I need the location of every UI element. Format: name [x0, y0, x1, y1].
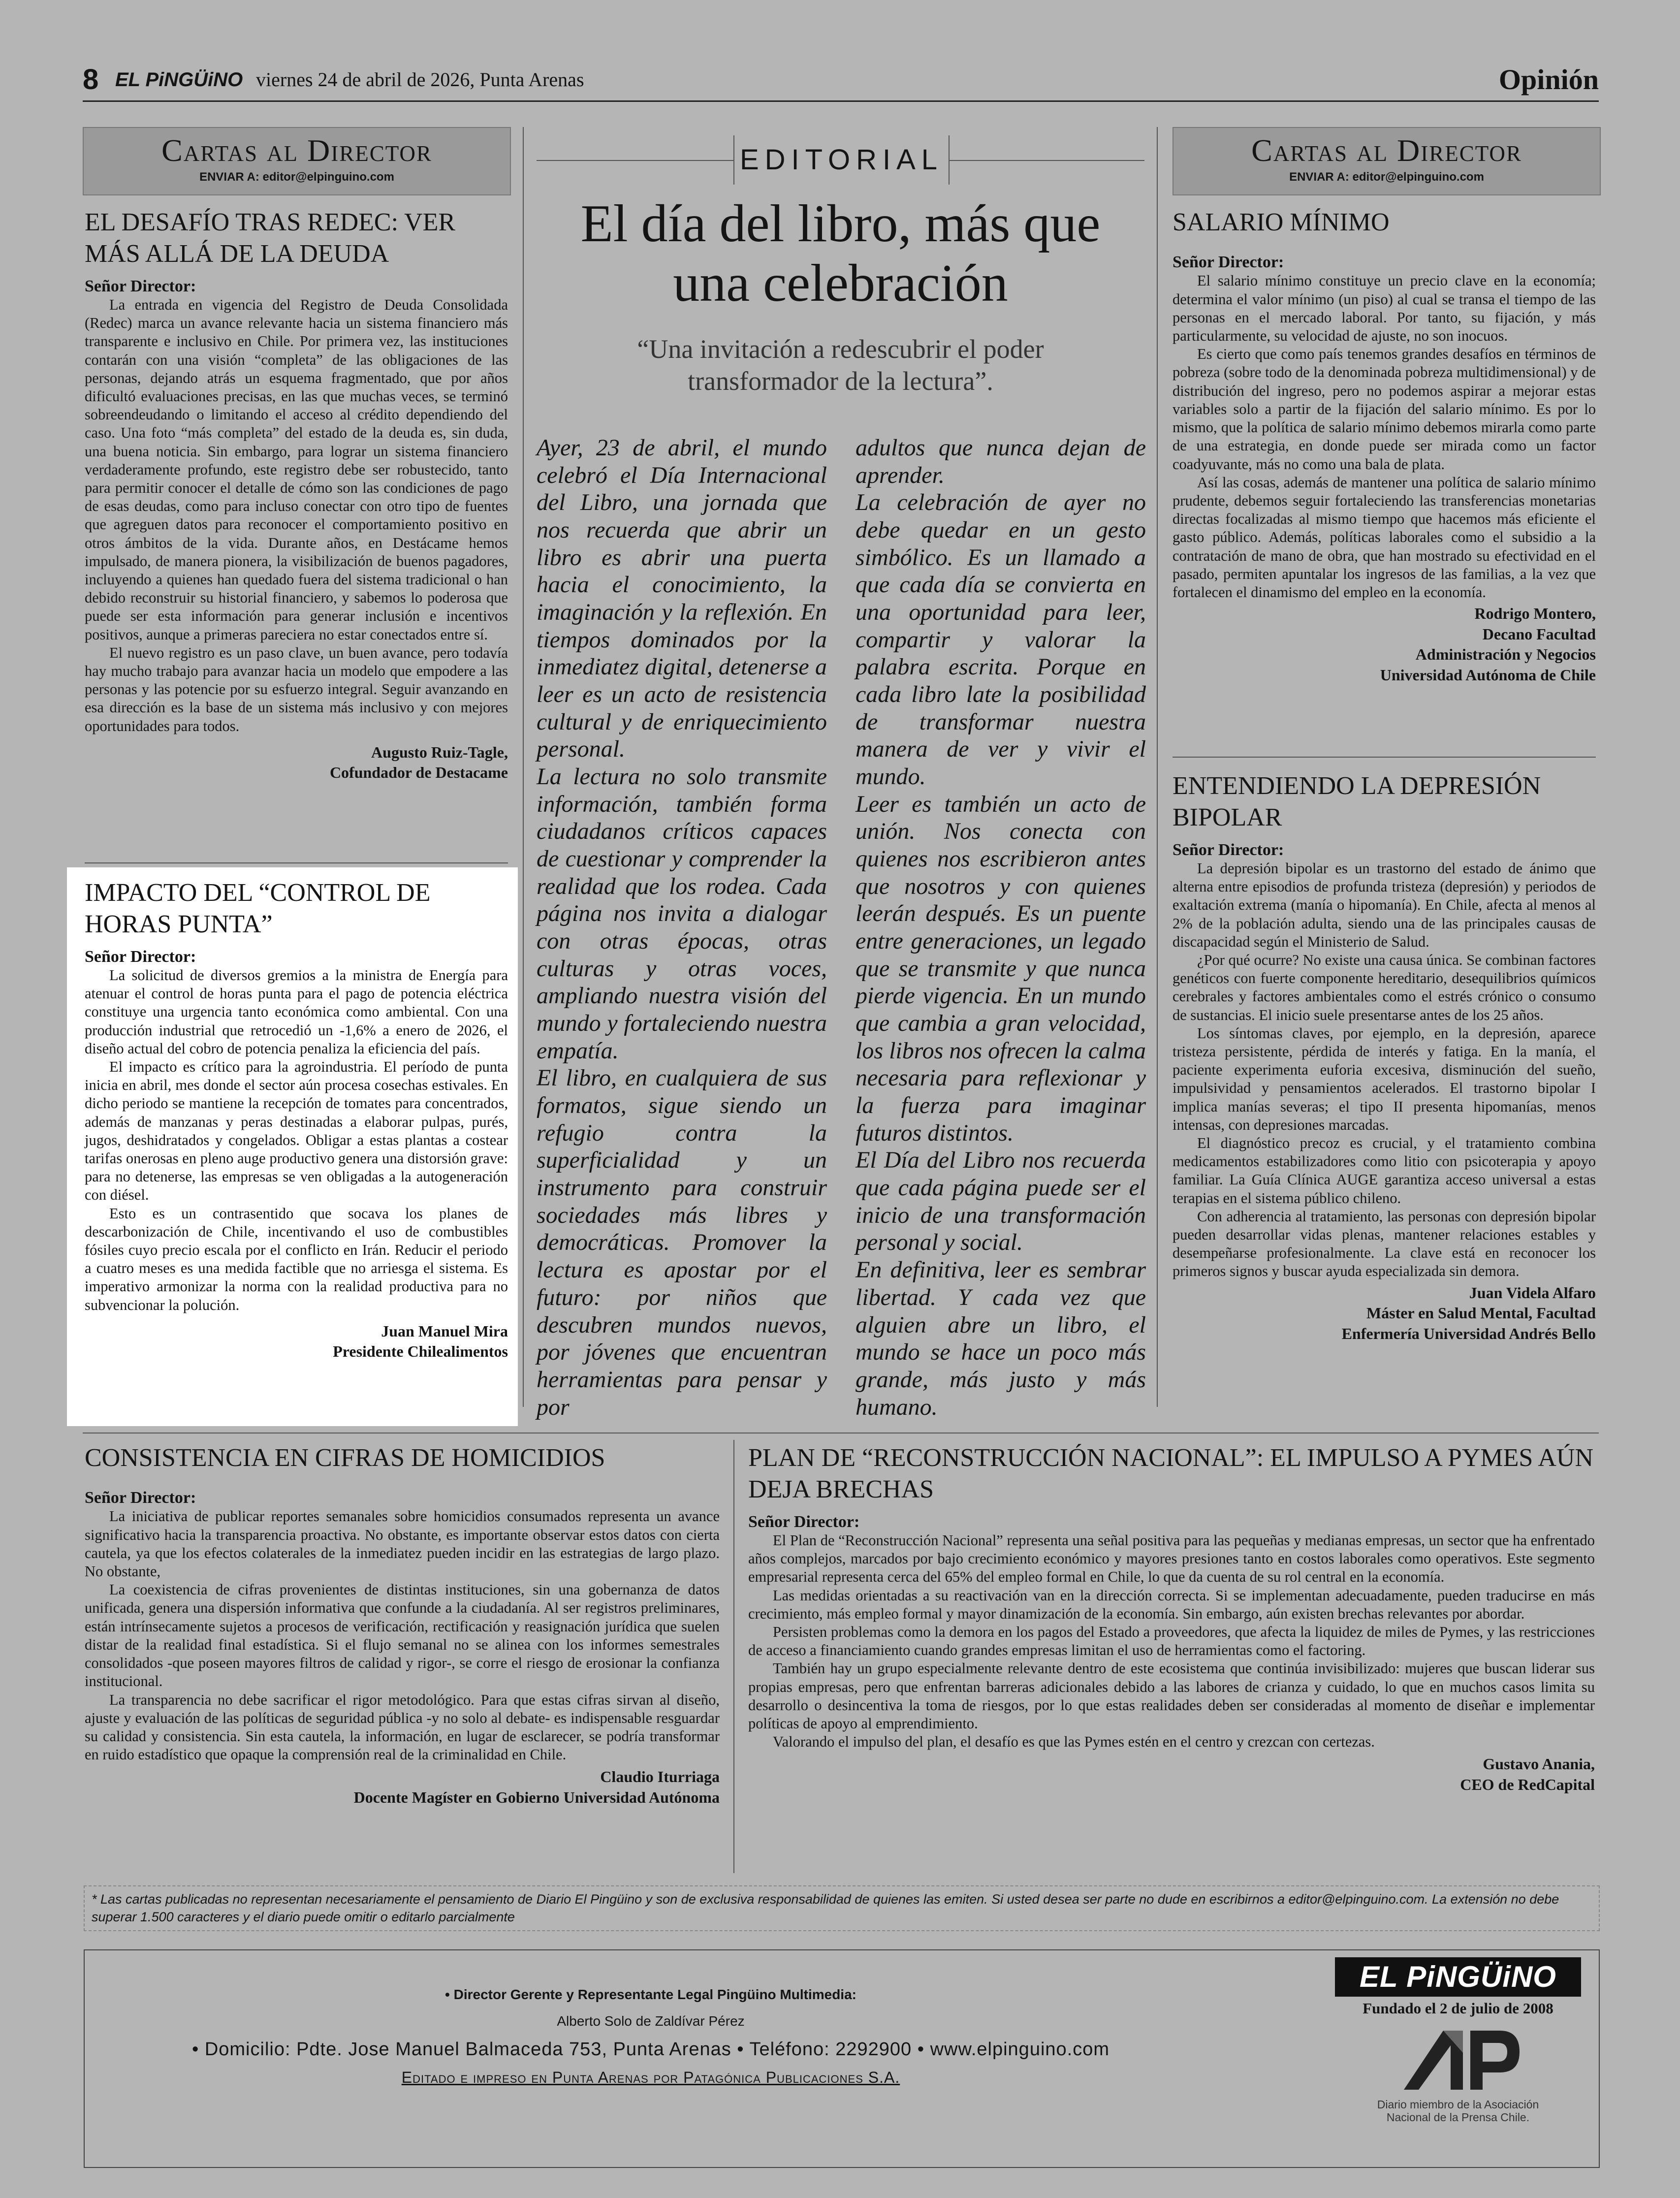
- footer-box: [84, 1949, 1600, 2168]
- paragraph: Leer es también un acto de unión. Nos conecta con quienes nos escribieron antes que nosotros y con quienes leerán después. Es un puente entre generaciones, un legado que se transmite y que nunca pierde vigencia. En un mundo que cambia a gran velocidad, los libros nos ofrecen la calma necesaria para reflexionar y la fuerza para imaginar futuros distintos.: [856, 791, 1146, 1146]
- footer-address: • Domicilio: Pdte. Jose Manuel Balmaceda 753, Punta Arenas • Teléfono: 2292900 • www.elpinguino.com: [191, 2039, 1110, 2060]
- paragraph: Persisten problemas como la demora en los pagos del Estado a proveedores, que afecta la liquidez de miles de Pymes, y las restricciones de acceso a financiamiento cuando grandes empresas limitan el uso de herramientas como el factoring.: [748, 1623, 1595, 1659]
- paragraph: También hay un grupo especialmente relevante dentro de este ecosistema que continúa invisibilizado: mujeres que buscan liderar sus propias empresas, pero que enfrentan barreras adicionales debido a las labores de crianza y cuidado, lo que en muchos casos limita su desarrollo o desincentiva la toma de riesgos, por lo que estas realidades deben ser consideradas al momento de diseñar e implementar políticas de apoyo al emprendimiento.: [748, 1660, 1595, 1732]
- paragraph: adultos que nunca dejan de aprender.: [856, 435, 1146, 488]
- letter-signature: [1173, 1283, 1596, 1344]
- letter-homicidios: [85, 1442, 720, 1808]
- letter-title: SALARIO MÍNIMO: [1173, 208, 1390, 236]
- signature-line: Enfermería Universidad Andrés Bello: [1341, 1324, 1596, 1342]
- section-name: Opinión: [1498, 64, 1599, 96]
- cartas-title: Cartas al Director: [161, 133, 432, 168]
- masthead-logo: EL PiNGÜiNO: [115, 69, 243, 91]
- disclaimer: * Las cartas publicadas no representan necesariamente el pensamiento de Diario El Pingüino y son de exclusiva responsabilidad de quienes las emiten. Si usted desea ser parte no dude en escribirnos a editor@elpinguino.com. La extensión no debe superar 1.500 caracteres y el diario puede omitir o editarlo parcialmente: [84, 1885, 1600, 1931]
- cartas-email: ENVIAR A: editor@elpinguino.com: [1289, 170, 1484, 184]
- cartas-header-right: [1173, 127, 1601, 195]
- date-place: viernes 24 de abril de 2026, Punta Arenas: [256, 68, 584, 91]
- editorial-column-2: [856, 434, 1146, 1421]
- column-rule: [1157, 127, 1158, 1407]
- paragraph: Valorando el impulso del plan, el desafío es que las Pymes estén en el centro y crezcan con certezas.: [773, 1733, 1375, 1751]
- page-header: [83, 63, 1599, 102]
- letter-title: EL DESAFÍO TRAS REDEC: VER MÁS ALLÁ DE LA DEUDA: [85, 208, 456, 268]
- letter-body: [748, 1531, 1595, 1751]
- letter-salute: Señor Director:: [1173, 840, 1284, 859]
- signature-name: Claudio Iturriaga: [600, 1768, 720, 1786]
- letter-redec: [85, 207, 508, 783]
- paragraph: Los síntomas claves, por ejemplo, en la depresión, aparece tristeza persistente, pérdida de interés y fatiga. En la manía, el paciente experimenta euforia excesiva, disminución del sueño, impulsividad y pensamientos acelerados. El trastorno bipolar I implica manías severas; el tipo II presenta hipomanías, menos intensas, con depresiones marcadas.: [1173, 1024, 1596, 1133]
- paragraph: Ayer, 23 de abril, el mundo celebró el Día Internacional del Libro, una jornada que nos recuerda que abrir un libro es abrir una puerta hacia el conocimiento, la imaginación y la reflexión. En tiempos dominados por la inmediatez digital, detenerse a leer es un acto de resistencia cultural y de enriquecimiento personal.: [537, 435, 827, 763]
- letter-signature: [85, 1321, 508, 1362]
- letter-title: CONSISTENCIA EN CIFRAS DE HOMICIDIOS: [85, 1444, 605, 1472]
- signature-line: Máster en Salud Mental, Facultad: [1366, 1304, 1596, 1322]
- signature-role: Presidente Chilealimentos: [333, 1342, 508, 1361]
- signature-name: Gustavo Anania,: [1483, 1755, 1595, 1773]
- footer-printed: Editado e impreso en Punta Arenas por Patagónica Publicaciones S.A.: [401, 2069, 900, 2086]
- signature-role: Docente Magíster en Gobierno Universidad Autónoma: [353, 1788, 720, 1806]
- letter-signature: [85, 1767, 720, 1808]
- signature-line: Rodrigo Montero,: [1474, 605, 1596, 623]
- paragraph: Así las cosas, además de mantener una política de salario mínimo prudente, debemos seguir fortaleciendo las transferencias monetarias directas focalizadas al mismo tiempo que hacemos más eficiente el gasto público. Además, políticas laborales como el subsidio a la contratación de mano de obra, que han mostrado su efectividad en el pasado, permiten apuntalar los ingresos de las familias, a la vez que fortalecen el dinamismo del empleo en la economía.: [1173, 474, 1596, 601]
- anp-text: Diario miembro de la Asociación Nacional de la Prensa Chile.: [1377, 2098, 1539, 2124]
- letter-salute: Señor Director:: [748, 1512, 860, 1531]
- paragraph: El impacto es crítico para la agroindustria. El período de punta inicia en abril, mes donde el sector aún procesa cosechas estivales. En dicho periodo se mantiene la recepción de tomates para concentrados, además de manzanas y peras destinadas a elaborar pulpas, purés, jugos, deshidratados y congelados. Obligar a estas plantas a costear tarifas onerosas en pleno auge productivo genera una distorsión grave: para no detenerse, las empresas se ven obligadas a la autogeneración con diésel.: [85, 1058, 508, 1204]
- cartas-title: Cartas al Director: [1251, 133, 1522, 168]
- paragraph: La celebración de ayer no debe quedar en un gesto simbólico. Es un llamado a que cada día se convierta en una oportunidad para leer, compartir y valorar la palabra escrita. Porque en cada libro late la posibilidad de transformar nuestra manera de ver y vivir el mundo.: [856, 489, 1146, 790]
- paragraph: El libro, en cualquiera de sus formatos, sigue siendo un refugio contra la superficialidad y un instrumento para construir sociedades más libres y democráticas. Promover la lectura es apostar por el futuro: por niños que descubren mundos nuevos, por jóvenes que encuentran herramientas para pensar y por: [537, 1065, 827, 1420]
- paragraph: Con adherencia al tratamiento, las personas con depresión bipolar pueden desarrollar vidas plenas, mantener relaciones estables y desempeñarse profesionalmente. La clave está en reconocer los primeros signos y buscar ayuda especializada sin demora.: [1173, 1208, 1596, 1280]
- signature-line: Administración y Negocios: [1415, 645, 1596, 664]
- editorial-label: EDITORIAL: [739, 144, 944, 176]
- divider: [1173, 757, 1596, 758]
- paragraph: La iniciativa de publicar reportes semanales sobre homicidios consumados representa un avance significativo hacia la transparencia proactiva. No obstante, es importante observar estos datos con cierta cautela, ya que los efectos colaterales de la inmediatez pueden incidir en las estrategias de largo plazo. No obstante,: [85, 1508, 720, 1580]
- paragraph: El salario mínimo constituye un precio clave en la economía; determina el valor mínimo (un piso) al cual se transa el tiempo de las personas en el mercado laboral. Por tanto, su fijación, y más particularmente, su velocidad de ajuste, no son inocuos.: [1173, 272, 1596, 345]
- letter-salute: Señor Director:: [1173, 253, 1284, 272]
- paragraph: En definitiva, leer es sembrar libertad. Y cada vez que alguien abre un libro, el mundo se hace un poco más grande, más justo y más humano.: [856, 1257, 1146, 1420]
- paragraph: La depresión bipolar es un trastorno del estado de ánimo que alterna entre episodios de profunda tristeza (depresión) y periodos de exaltación extrema (manía o hipomanía). En Chile, afecta al menos al 2% de la población adulta, siendo una de las principales causas de discapacidad según el Ministerio de Salud.: [1173, 860, 1596, 950]
- paragraph: ¿Por qué ocurre? No existe una causa única. Se combinan factores genéticos con fuerte componente hereditario, desequilibrios químicos cerebrales y factores ambientales como el estrés crónico o consumo de sustancias. El inicio suele presentarse antes de los 25 años.: [1173, 951, 1596, 1023]
- editorial: [537, 135, 1144, 397]
- signature-line: Juan Videla Alfaro: [1469, 1283, 1596, 1302]
- letter-body: [85, 966, 508, 1314]
- editorial-deck: “Una invitación a redescubrir el poder transformador de la lectura”.: [637, 334, 1044, 396]
- editorial-label-wrap: [537, 135, 1144, 185]
- footer-founded: Fundado el 2 de julio de 2008: [1363, 2000, 1553, 2017]
- column-rule: [733, 1440, 734, 1873]
- letter-signature: [85, 742, 508, 783]
- letter-body: [1173, 860, 1596, 1281]
- letter-horas: [85, 877, 508, 1362]
- footer-logo: EL PiNGÜiNO: [1335, 1957, 1581, 1997]
- director-name: Alberto Solo de Zaldívar Pérez: [557, 2013, 745, 2029]
- anp-logo: [1389, 2023, 1527, 2097]
- paragraph: Es cierto que como país tenemos grandes desafíos en términos de pobreza (sobre todo de la denominada pobreza multidimensional) y de distribución del ingreso, pero no podemos aspirar a mejorar estas variables solo a partir de la fijación del salario mínimo. Es por lo mismo, que la política de salario mínimo debemos mirarla como parte de una estrategia, en donde puede ser mirada como un factor coadyuvante, más no como una bala de plata.: [1173, 346, 1596, 473]
- signature-line: Universidad Autónoma de Chile: [1380, 666, 1596, 684]
- letter-title: IMPACTO DEL “CONTROL DE HORAS PUNTA”: [85, 879, 431, 939]
- letter-salute: Señor Director:: [85, 277, 196, 295]
- signature-role: CEO de RedCapital: [1460, 1775, 1595, 1793]
- letter-signature: [748, 1754, 1595, 1795]
- letter-body: [85, 1507, 720, 1764]
- divider: [85, 862, 508, 863]
- column-rule: [523, 127, 524, 1407]
- editorial-label-box: [733, 135, 950, 185]
- letter-title: ENTENDIENDO LA DEPRESIÓN BIPOLAR: [1173, 772, 1541, 832]
- paragraph: Las medidas orientadas a su reactivación van en la dirección correcta. Si se implementan adecuadamente, pueden traducirse en más crecimiento, más empleo formal y mayor dinamización de la economía. Sin embargo, aún existen brechas relevantes por abordar.: [748, 1587, 1595, 1622]
- cartas-email: ENVIAR A: editor@elpinguino.com: [199, 170, 394, 184]
- editorial-headline: El día del libro, más que una celebración: [580, 194, 1101, 313]
- anp-logo-icon: [1389, 2023, 1527, 2097]
- letter-salute: Señor Director:: [85, 1489, 196, 1507]
- editorial-column-1: [537, 434, 827, 1421]
- letter-salario: [1173, 207, 1596, 686]
- signature-name: Augusto Ruiz-Tagle,: [371, 743, 508, 761]
- letter-signature: [1173, 604, 1596, 685]
- paragraph: La lectura no solo transmite información, también forma ciudadanos críticos capaces de cuestionar y comprender la realidad que los rodea. Cada página nos invita a dialogar con otras épocas, otras culturas y otras voces, ampliando nuestra visión del mundo y fortaleciendo nuestra empatía.: [537, 764, 827, 1064]
- letter-bipolar: [1173, 770, 1596, 1344]
- signature-role: Cofundador de Destacame: [329, 764, 508, 782]
- signature-line: Decano Facultad: [1482, 625, 1596, 643]
- paragraph: El diagnóstico precoz es crucial, y el tratamiento combina medicamentos estabilizadores como litio con psicoterapia y apoyo familiar. La Guía Clínica AUGE garantiza acceso universal a estas terapias en el sistema público chileno.: [1173, 1134, 1596, 1207]
- paragraph: El Plan de “Reconstrucción Nacional” representa una señal positiva para las pequeñas y medianas empresas, un sector que ha enfrentado años complejos, marcados por bajo crecimiento económico y mayores presiones tanto en costos laborales como operativos. Este segmento empresarial representa cerca del 65% del empleo formal en Chile, lo que da cuenta de su rol central en la economía.: [748, 1531, 1595, 1586]
- paragraph: La coexistencia de cifras provenientes de distintas instituciones, sin una gobernanza de datos unificada, genera una dispersión informativa que confunde a la ciudadanía. Al ser registros preliminares, están intrínsecamente sujetos a procesos de verificación, rectificación y reasignación jurídica que suelen distar de la realidad final estadística. Si el flujo semanal no se alinea con los informes semestrales consolidados -que poseen mayores filtros de calidad y rigor-, se corre el riesgo de erosionar la confianza institucional.: [85, 1581, 720, 1690]
- paragraph: La entrada en vigencia del Registro de Deuda Consolidada (Redec) marca un avance relevante hacia un sistema financiero más transparente e inclusivo en Chile. Por primera vez, las instituciones contarán con una visión “completa” de las obligaciones de las personas, dejando atrás un esquema fragmentado, que por años dificultó evaluaciones precisas, en las que muchas veces, se terminó sobreendeudando o limitando el acceso al crédito dependiendo del caso. Una foto “más completa” del estado de la deuda es, sin duda, una buena noticia. Sin embargo, para lograr un sistema financiero verdaderamente profundo, este registro debe ser robustecido, tanto para permitir conocer el detalle de cómo son las condiciones de pago de esas deudas, como para incluso conectar con otro tipo de fuentes que agreguen datos para reconocer el comportamiento positivo en otros ámbitos de la vida. Durante años, en Destácame hemos impulsado, de manera pionera, la visibilización de buenos pagadores, incluyendo a quienes han quedado fuera del sistema tradicional o han debido reconstruir su historial financiero, y sabemos lo poderosa que puede ser esta información para generar inclusión e incentivos positivos, aunque a primeras pareciera no estar conectados entre sí.: [85, 296, 508, 643]
- page-number: 8: [83, 64, 99, 96]
- cartas-header-left: [83, 127, 511, 195]
- letter-title: PLAN DE “RECONSTRUCCIÓN NACIONAL”: EL IMPULSO A PYMES AÚN DEJA BRECHAS: [748, 1444, 1594, 1504]
- letter-salute: Señor Director:: [85, 947, 196, 966]
- letter-body: [85, 296, 508, 735]
- paragraph: Esto es un contrasentido que socava los planes de descarbonización de Chile, incentivando el uso de combustibles fósiles cuyo precio escala por el conflicto en Irán. Reducir el periodo a cuatro meses es una medida factible que no arriesga el sistema. Es imperativo armonizar la norma con la realidad productiva para no subvencionar la polución.: [85, 1205, 508, 1313]
- letter-body: [1173, 272, 1596, 602]
- paragraph: El Día del Libro nos recuerda que cada página puede ser el inicio de una transformación personal y social.: [856, 1147, 1146, 1256]
- paragraph: La solicitud de diversos gremios a la ministra de Energía para atenuar el control de horas punta para el pago de potencia eléctrica constituye una urgencia tanto económica como ambiental. Con una producción industrial que retrocedió un -1,6% a enero de 2026, el diseño actual del cobro de potencia penaliza la eficiencia del país.: [85, 966, 508, 1057]
- paragraph: La transparencia no debe sacrificar el rigor metodológico. Para que estas cifras sirvan al diseño, ajuste y evaluación de las políticas de seguridad pública -y no solo al debate- es indispensable resguardar su calidad y consistencia. Sin esta cautela, la información, en lugar de esclarecer, se podría transformar en ruido estadístico que opaque la comprensión real de la criminalidad en Chile.: [85, 1691, 720, 1763]
- paragraph: El nuevo registro es un paso clave, un buen avance, pero todavía hay mucho trabajo para avanzar hacia un modelo que empodere a las personas y las potencie por su esfuerzo integral. Seguir avanzando en esa dirección es la base de un sistema más inclusivo y con mejores oportunidades para todos.: [85, 644, 508, 734]
- director-label: • Director Gerente y Representante Legal Pingüino Multimedia:: [445, 1987, 856, 2002]
- signature-name: Juan Manuel Mira: [381, 1322, 508, 1340]
- letter-pymes: [748, 1442, 1595, 1795]
